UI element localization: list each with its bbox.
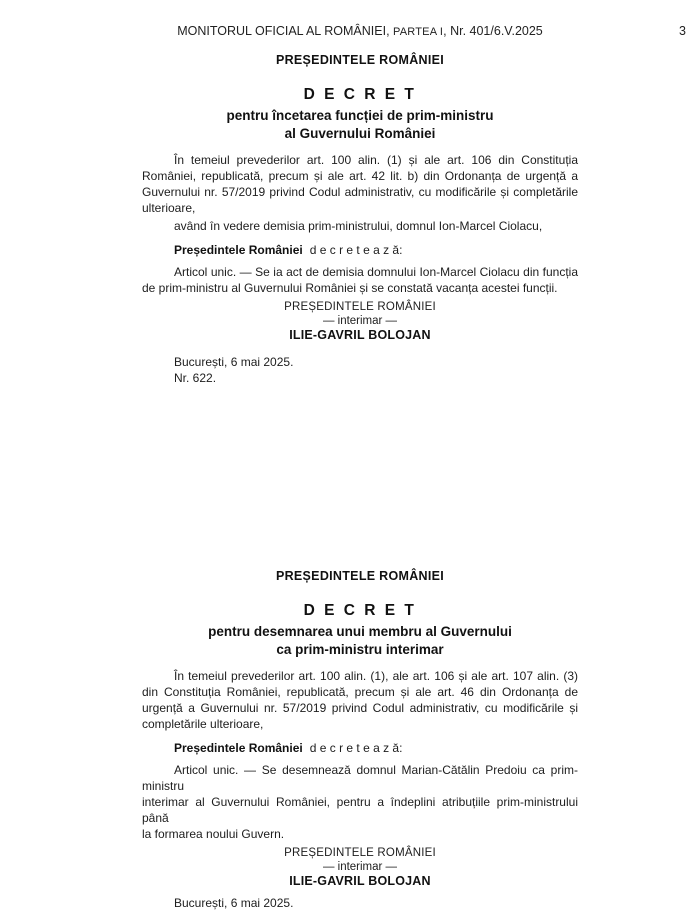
gazette-part: PARTEA I (393, 26, 444, 38)
text-line: Guvernului nr. 57/2019 privind Codul administrativ, cu modificările și completările (142, 185, 578, 199)
enacting-subject: Președintele României (174, 243, 303, 257)
signature-interim: — interimar — (322, 315, 398, 327)
text-line: În temeiul prevederilor art. 100 alin. (1) și ale art. 106 din Constituția (174, 153, 578, 167)
text-line: României, republicată, precum și ale art. 42 lit. b) din Ordonanța de urgență a (142, 169, 578, 183)
signature-block (142, 300, 578, 343)
date-block (142, 895, 578, 911)
text-line: ca prim-ministru interimar (276, 642, 444, 657)
signature-title: PREȘEDINTELE ROMÂNIEI (284, 301, 436, 313)
considering-clause (142, 218, 578, 234)
enacting-subject: Președintele României (174, 741, 303, 755)
decree-number: Nr. 622. (174, 371, 217, 385)
decree-622 (142, 52, 578, 386)
text-line: ulterioare, (142, 201, 196, 215)
date-block (142, 354, 578, 386)
signature-title: PREȘEDINTELE ROMÂNIEI (284, 847, 436, 859)
enacting-verb: d e c r e t e a z ă: (309, 741, 403, 755)
decree-title: D E C R E T (303, 86, 417, 103)
gazette-issue: , Nr. 401/6.V.2025 (443, 24, 543, 38)
decree-title: D E C R E T (303, 602, 417, 619)
decree-interim-pm (142, 568, 578, 911)
text-column (142, 0, 578, 911)
gazette-title: MONITORUL OFICIAL AL ROMÂNIEI, (177, 24, 390, 38)
text-line: interimar al Guvernului României, pentru a îndeplini atribuțiile prim-ministrului până (142, 795, 578, 825)
enacting-verb: d e c r e t e a z ă: (309, 243, 403, 257)
text-line: Articol unic. — Se desemnează domnul Marian-Cătălin Predoiu ca prim-ministru (142, 763, 578, 793)
text-line: la formarea noului Guvern. (142, 827, 285, 841)
text-line: din Constituția României, republicată, precum și ale art. 46 din Ordonanța de (142, 685, 578, 699)
decree-subtitle (142, 623, 578, 659)
text-line: Articol unic. — Se ia act de demisia domnului Ion-Marcel Ciolacu din funcția (174, 265, 578, 279)
page-number: 3 (679, 24, 686, 38)
enacting-formula (142, 242, 578, 258)
text-line: În temeiul prevederilor art. 100 alin. (1), ale art. 106 și ale art. 107 alin. (3) (174, 669, 578, 683)
issuer-heading: PREȘEDINTELE ROMÂNIEI (275, 569, 445, 583)
decree-subtitle (142, 107, 578, 143)
signature-name: ILIE-GAVRIL BOLOJAN (289, 328, 431, 342)
text-line: al Guvernului României (284, 126, 436, 141)
place-date: București, 6 mai 2025. (174, 896, 294, 910)
text-line: completările ulterioare, (142, 717, 264, 731)
enacting-formula (142, 740, 578, 756)
place-date: București, 6 mai 2025. (174, 355, 294, 369)
text-line: având în vedere demisia prim-ministrului, domnul Ion-Marcel Ciolacu, (174, 219, 543, 233)
article-paragraph (142, 264, 578, 296)
signature-interim: — interimar — (322, 861, 398, 873)
signature-block (142, 846, 578, 889)
text-line: pentru încetarea funcției de prim-ministru (226, 108, 494, 123)
text-line: pentru desemnarea unui membru al Guvernului (208, 624, 512, 639)
text-line: urgență a Guvernului nr. 57/2019 privind Codul administrativ, cu modificările și (142, 701, 578, 715)
issuer-heading: PREȘEDINTELE ROMÂNIEI (275, 53, 445, 67)
preamble-paragraph (142, 152, 578, 216)
article-paragraph (142, 762, 578, 842)
signature-name: ILIE-GAVRIL BOLOJAN (289, 874, 431, 888)
preamble-paragraph (142, 668, 578, 732)
text-line: de prim-ministru al Guvernului României și se constată vacanța acestei funcții. (142, 281, 558, 295)
